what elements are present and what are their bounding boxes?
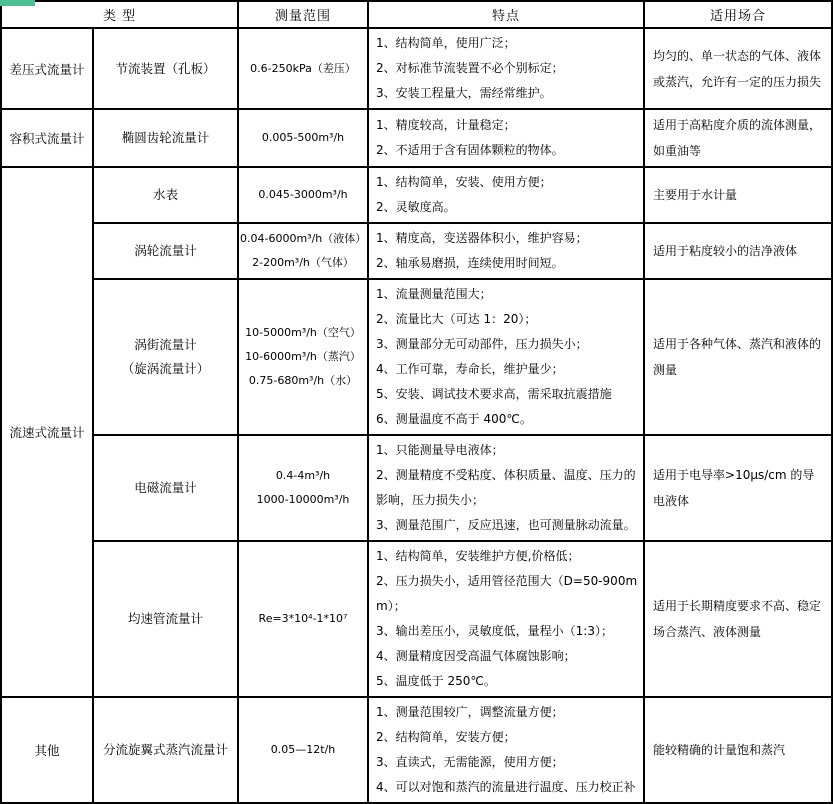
range-line: 0.04-6000m³/h（液体） xyxy=(240,232,367,245)
range-line: 10-5000m³/h（空气） xyxy=(245,326,361,339)
feature-line: 5、温度低于 250℃。 xyxy=(376,674,496,688)
range-cell xyxy=(238,28,368,109)
meter-name-cell xyxy=(93,697,238,803)
feature-line: 2、对标准节流装置不必个别标定； xyxy=(376,61,564,75)
table-row xyxy=(1,28,832,109)
meter-name-cell xyxy=(93,167,238,223)
feature-line: 2、测量精度不受粘度、体积质量、温度、压力的影响，压力损失小； xyxy=(376,468,636,507)
feature-line: 6、测量温度不高于 400℃。 xyxy=(376,412,532,426)
feature-line: 3、输出差压小，灵敏度低，量程小（1:3）； xyxy=(376,624,613,638)
range-line: 0.045-3000m³/h xyxy=(258,188,348,201)
range-cell xyxy=(238,697,368,803)
feature-line: 5、安装、调试技术要求高，需采取抗震措施 xyxy=(376,387,612,401)
feature-line: 4、可以对饱和蒸汽的流量进行温度、压力校正补 xyxy=(376,780,636,794)
feature-line: 3、测量部分无可动部件，压力损失小； xyxy=(376,337,588,351)
table-row xyxy=(1,435,832,541)
feature-line: 1、精度高，变送器体积小，维护容易； xyxy=(376,231,588,245)
meter-name-cell xyxy=(93,28,238,109)
table-row xyxy=(1,109,832,167)
table-row xyxy=(1,167,832,223)
range-cell xyxy=(238,109,368,167)
feature-line: 2、不适用于含有固体颗粒的物体。 xyxy=(376,143,564,157)
meter-name-line: 电磁流量计 xyxy=(134,480,197,495)
meter-name-cell xyxy=(93,223,238,279)
feature-line: 3、直读式，无需能源，使用方便； xyxy=(376,755,564,769)
header-type: 类 型 xyxy=(1,1,238,28)
features-cell xyxy=(368,435,644,541)
range-line: 10-6000m³/h（蒸汽） xyxy=(245,350,361,363)
features-cell xyxy=(368,223,644,279)
range-line: 2-200m³/h（气体） xyxy=(252,256,354,269)
range-line: 0.6-250kPa（差压） xyxy=(250,61,356,75)
table-row xyxy=(1,223,832,279)
range-cell xyxy=(238,435,368,541)
usage-cell: 主要用于水计量 xyxy=(644,167,832,223)
feature-line: 2、灵敏度高。 xyxy=(376,200,456,214)
table-row xyxy=(1,541,832,697)
category-cell: 差压式流量计 xyxy=(1,28,93,109)
feature-line: 1、结构简单，安装维护方便,价格低； xyxy=(376,549,580,563)
usage-cell: 适用于粘度较小的洁净液体 xyxy=(644,223,832,279)
features-cell xyxy=(368,28,644,109)
category-cell: 容积式流量计 xyxy=(1,109,93,167)
table-row xyxy=(1,279,832,435)
feature-line: 1、只能测量导电液体； xyxy=(376,443,504,457)
meter-name-line: 涡街流量计 xyxy=(134,337,197,352)
category-cell: 其他 xyxy=(1,697,93,803)
meter-name-cell xyxy=(93,435,238,541)
usage-cell: 均匀的、单一状态的气体、液体或蒸汽，允许有一定的压力损失 xyxy=(644,28,832,109)
range-cell xyxy=(238,279,368,435)
header-range: 测量范围 xyxy=(238,1,368,28)
feature-line: 2、压力损失小，适用管径范围大（D=50-900mm）； xyxy=(376,574,638,613)
header-features: 特点 xyxy=(368,1,644,28)
range-line: Re=3*10⁴-1*10⁷ xyxy=(258,612,348,625)
feature-line: 4、测量精度因受高温气体腐蚀影响； xyxy=(376,649,576,663)
meter-name-line: 分流旋翼式蒸汽流量计 xyxy=(103,742,229,757)
features-cell xyxy=(368,109,644,167)
feature-line: 4、工作可靠，寿命长，维护量少； xyxy=(376,362,564,376)
feature-line: 2、结构简单，安装方便； xyxy=(376,730,516,744)
corner-accent-bar xyxy=(0,0,35,6)
feature-line: 1、流量测量范围大； xyxy=(376,287,492,301)
meter-name-line: 水表 xyxy=(153,187,179,202)
range-cell xyxy=(238,167,368,223)
header-usage: 适用场合 xyxy=(644,1,832,28)
range-line: 0.05—12t/h xyxy=(270,743,336,756)
usage-cell: 能较精确的计量饱和蒸汽 xyxy=(644,697,832,803)
feature-line: 3、安装工程量大，需经常维护。 xyxy=(376,86,552,100)
meter-name-line: （旋涡流量计） xyxy=(121,361,210,376)
feature-line: 1、结构简单，安装、使用方便； xyxy=(376,175,552,189)
features-cell xyxy=(368,167,644,223)
feature-line: 1、结构简单，使用广泛； xyxy=(376,36,516,50)
usage-cell: 适用于高粘度介质的流体测量，如重油等 xyxy=(644,109,832,167)
meter-name-line: 均速管流量计 xyxy=(128,611,204,626)
feature-line: 1、测量范围较广，调整流量方便； xyxy=(376,705,564,719)
features-cell xyxy=(368,279,644,435)
category-cell: 流速式流量计 xyxy=(1,167,93,697)
feature-line: 3、测量范围广，反应迅速，也可测量脉动流量。 xyxy=(376,518,636,532)
range-cell xyxy=(238,541,368,697)
feature-line: 2、轴承易磨损，连续使用时间短。 xyxy=(376,256,564,270)
meter-name-cell xyxy=(93,279,238,435)
usage-cell: 适用于各种气体、蒸汽和液体的测量 xyxy=(644,279,832,435)
meter-name-line: 节流装置（孔板） xyxy=(115,60,216,76)
range-line: 0.75-680m³/h（水） xyxy=(248,374,358,387)
range-line: 1000-10000m³/h xyxy=(256,493,350,506)
feature-line: 1、精度较高，计量稳定； xyxy=(376,118,516,132)
table-header-row xyxy=(1,1,832,28)
range-cell xyxy=(238,223,368,279)
feature-line: 2、流量比大（可达 1：20）； xyxy=(376,312,537,326)
features-cell xyxy=(368,697,644,803)
usage-cell: 适用于长期精度要求不高、稳定场合蒸汽、液体测量 xyxy=(644,541,832,697)
usage-cell: 适用于电导率>10μs/cm 的导电液体 xyxy=(644,435,832,541)
table-row xyxy=(1,697,832,803)
meter-name-line: 涡轮流量计 xyxy=(134,243,197,258)
range-line: 0.005-500m³/h xyxy=(261,131,345,144)
meter-name-cell xyxy=(93,109,238,167)
meter-name-line: 椭圆齿轮流量计 xyxy=(121,130,210,145)
features-cell xyxy=(368,541,644,697)
range-line: 0.4-4m³/h xyxy=(275,469,331,482)
meter-name-cell xyxy=(93,541,238,697)
